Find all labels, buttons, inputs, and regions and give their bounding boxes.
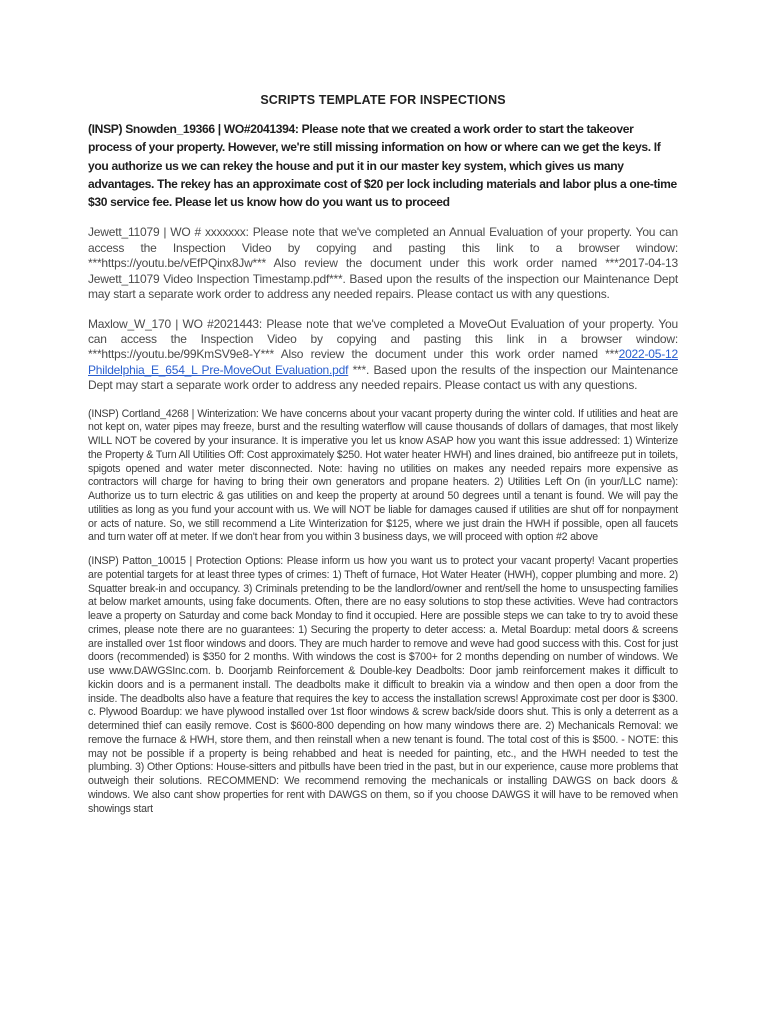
script-jewett-annual-evaluation: Jewett_11079 | WO # xxxxxxx: Please note that we've completed an Annual Evaluation of your property. You can access the Inspection Video by copying and pasting this link to a browser window: ***https://youtu.be/vEfPQinx8Jw*** Also review the document under this work order named ***2017-04-13 Jewett_11079 Video Inspection Timestamp.pdf***. Based upon the results of the inspection our Maintenance Dept may start a separate work order to address any needed repairs. Please contact us with any questions. xyxy=(88,225,678,302)
script-patton-protection-options: (INSP) Patton_10015 | Protection Options: Please inform us how you want us to protect your vacant property! Vacant properties are potential targets for at least three types of crimes: 1) Theft of furnace, Hot Water Heater (HWH), copper plumbing and more. 2) Squatter break-in and occupancy. 3) Criminals pretending to be the landlord/owner and rent/sell the home to unsuspecting families at below market amounts, using fake documents. Often, there are no easy solutions to stop these activities. Weve had contractors leave a property on Saturday and come back Monday to find it occupied. Here are possible steps we can take to try to avoid these crimes, please note there are no guarantees: 1) Securing the property to deter access: a. Metal Boardup: metal doors & screens are installed over 1st floor windows and doors. They are much harder to remove and weve had good success with this. Cost for just doors (recommended) is $350 for 2 months. With windows the cost is $700+ for 2 months depending on number of windows. We use www.DAWGSInc.com. b. Doorjamb Reinforcement & Double-key Deadbolts: Door jamb reinforcement makes it difficult to kickin doors and is a permanent install. The deadbolts make it difficult to breakin via a window and then open a door from the inside. The deadbolts also have a feature that requires the key to access the installation screws! Approximate cost per door is $300. c. Plywood Boardup: we have plywood installed over 1st floor windows & screw back/side doors shut. This is only a deterrent as a determined thief can easily remove. Cost is $600-800 depending on how many windows there are. 2) Mechanicals Removal: we remove the furnace & HWH, store them, and then reinstall when a new tenant is found. The total cost of this is $500. - NOTE: this may not be possible if a property is being rehabbed and heat is needed for painting, etc., and the HWH needed to test the plumbing. 3) Other Options: House-sitters and pitbulls have been tried in the past, but in our experience, cause more problems that outweigh their solutions. RECOMMEND: We recommend removing the mechanicals or installing DAWGS on back doors & windows. We also cant show properties for rent with DAWGS on them, so if you choose DAWGS it will have to be removed when showings start xyxy=(88,555,678,815)
script-maxlow-moveout-evaluation xyxy=(88,317,678,394)
document-title: SCRIPTS TEMPLATE FOR INSPECTIONS xyxy=(260,93,506,107)
maxlow-text-before: Maxlow_W_170 | WO #2021443: Please note that we've completed a MoveOut Evaluation of your property. You can access the Inspection Video by copying and pasting this link in a browser window: ***https://youtu.be/99KmSV9e8-Y*** Also review the document under this work order named *** xyxy=(88,316,678,362)
script-snowden-takeover: (INSP) Snowden_19366 | WO#2041394: Please note that we created a work order to start the takeover process of your property. However, we're still missing information on how or where can we get the keys. If you authorize us we can rekey the house and put it in our master key system, which gives us many advantages. The rekey has an approximate cost of $20 per lock including materials and labor plus a one-time $30 service fee. Please let us know how do you want us to proceed xyxy=(88,122,677,210)
document-page xyxy=(88,88,678,826)
moveout-evaluation-pdf-link[interactable]: 2022-05-12 Phildelphia_E_654_L Pre-MoveOut Evaluation.pdf xyxy=(88,347,678,377)
maxlow-text-after: ***. Based upon the results of the inspection our Maintenance Dept may start a separate work order to address any needed repairs. Please contact us with any questions. xyxy=(88,362,678,393)
script-cortland-winterization: (INSP) Cortland_4268 | Winterization: We have concerns about your vacant property during the winter cold. If utilities and heat are not kept on, water pipes may freeze, burst and the resulting waterflow will cause thousands of dollars of damages, that most likely WILL NOT be covered by your insurance. It is imperative you let us know ASAP how you want this issue addressed: 1) Winterize the Property & Turn All Utilities Off: Cost approximately $250. Hot water heater HWH) and lines drained, bio antifreeze put in toilets, spigots opened and water meter disconnected. Note: having no utilities on makes any needed repairs more expensive as contractors will charge for having to bring their own generators and propane heaters. 2) Utilities Left On (in your/LLC name): Authorize us to turn electric & gas utilities on and keep the property at around 50 degrees until a tenant is found. We will pay the utilities as long as you fund your account with us. We will NOT be liable for damages caused if utilities are shut off for nonpayment or acts of nature. So, we still recommend a Lite Winterization for $125, where we just drain the HWH if possible, open all faucets and turn water off at meter. If we don't hear from you within 3 business days, we will proceed with option #2 above xyxy=(88,407,678,544)
